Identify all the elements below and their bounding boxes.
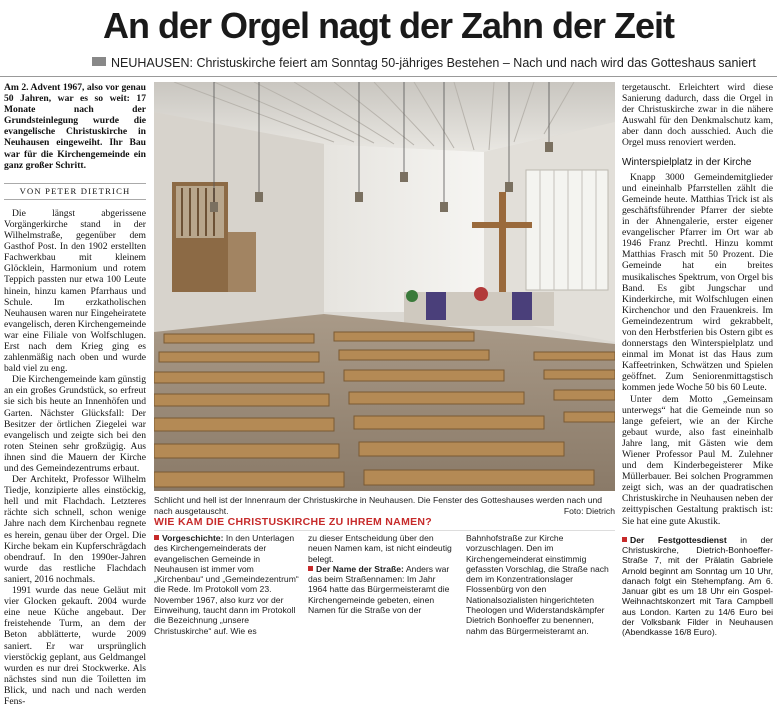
event-info-label: Der Festgottesdienst xyxy=(630,534,727,545)
subline-text: Christuskirche feiert am Sonntag 50-jähriges Bestehen – Nach und nach wird das Gotteshaus saniert xyxy=(196,56,756,70)
subline-marker xyxy=(92,57,106,66)
byline: VON PETER DIETRICH xyxy=(4,183,146,200)
info-label: Vorgeschichte: xyxy=(162,533,224,543)
top-rule xyxy=(0,76,777,77)
article-paragraph: Die Kirchengemeinde kam günstig an ein großes Grundstück, so erfreut sie sich bis heute an Innenhöfen und Garten. Nächster Glücksfall: Der Besitzer der örtlichen Ziegelei war evangelisch und zeigte sich bei den roten Steinen sehr großzügig. Aus ihnen sind die Mauern der Kirche und des Gemeindezentrums erbaut. xyxy=(4,374,147,474)
article-paragraph: Knapp 3000 Gemeindemitglieder und eineinhalb Pfarrstellen zählt die Gemeinde heute. Matthias Trick ist als geschäftsführender Pfarrer der siebte in der Ahnengalerie, erster eigener evangelischer Pfarrer im Ort war ab 1946 Franz Prechtl. Hinzu kommt Matthias Frasch mit 50 Prozent. Die Gemeinde hat ein breites musikalisches Spektrum, von Orgel bis Band. Es gibt Jungschar und Kinderkirche, mit Wolfschlugen einen Kirchenchor und den Frauenkreis. Im Gemeindezentrum wird gekrabbelt, von den Herbstferien bis Ostern gibt es donnerstags den Winterspielplatz und einmal im Monat ist das Haus zum Kaffeetrinken, Schwätzen und Spielen geöffnet. Zum Seniorenmittagstisch kommen jede Woche 50 bis 60 Leute. xyxy=(622,171,773,394)
section-subhead: Winterspielplatz in der Kirche xyxy=(622,156,752,168)
article-column-1 xyxy=(4,82,146,707)
subline-place: NEUHAUSEN: xyxy=(111,56,193,70)
info-text: zu dieser Entscheidung über den neuen Namen kam, ist nicht eindeutig belegt. xyxy=(308,533,452,564)
info-text: Anders war das beim Straßennamen: Im Jahr 1964 hatte das Bürgermeisteramt die Kirchengemeinde gebeten, einen Namen für die Straße von der xyxy=(308,563,450,616)
article-paragraph: Der Architekt, Professor Wilhelm Tiedje, konzipierte alles einstöckig, hell und mit Flachdach. Letzteres rächte sich schnell, schon wenige Jahre nach dem Kirchenbau regnete es herein, genau über der Orgel. Die Kirche bekam ein Kupferschrägdach obendrauf. In den 1990er-Jahren wurde das restliche Flachdach saniert, 2016 nochmals. xyxy=(4,474,146,585)
article-column-4 xyxy=(622,82,773,638)
info-box-column-1 xyxy=(154,533,300,636)
article-paragraph: Die längst abgerissene Vorgängerkirche stand in der Wilhelmstraße, gegenüber dem Gasthof Post. In den 1902 erstellten Fachwerkbau mit kleinem Glöcklein, Harmonium und rotem Teppich passten nur etwa 100 Leute hinein, hinzu kamen Pfarrhaus und Schule. Im erzkatholischen Neuhausen waren nur Eingeheiratete evangelisch, deren Kirchengemeinde war eine Filiale von Wolfschlugen. Erst nach dem Krieg ging es zahlenmäßig nach oben und wurde bald viel zu eng. xyxy=(4,207,146,375)
bullet-marker xyxy=(154,535,159,540)
info-text: In den Unterlagen des Kirchengemeinderats der evangelischen Gemeinde in Neuhausen ist immer vom „Kirchenbau“ und „Gemeindezentrum“ die Rede. Im Protokoll vom 23. November 1967, also kurz vor der Einweihung, taucht dann im Protokoll die Bezeichnung „unsere Christuskirche“ auf. Wie es xyxy=(154,533,299,636)
bullet-marker xyxy=(308,566,313,571)
photo-caption xyxy=(154,495,615,516)
article-paragraph: 1991 wurde das neue Geläut mit vier Glocken gekauft. 2004 wurde eine neue Küche angebaut. Der freistehende Turm, an dem der Beton abblätterte, wurde 2009 saniert. Er war ursprünglich vierstöckig geplant, aus Geldmangel wurden es nur drei Stockwerke. Als nächstes sind nun die Toiletten im Blick, und nach und nach werden Fens- xyxy=(4,585,146,707)
info-box-heading: WIE KAM DIE CHRISTUSKIRCHE ZU IHREM NAMEN? xyxy=(154,516,615,531)
article-paragraph: Unter dem Motto „Gemeinsam unterwegs“ hat die Gemeinde nun so lange gefeiert, wie an der Kirche gebaut wurde, also fast eineinhalb Jahre lang, mit Gästen wie dem Wiener Professor Paul M. Zulehner und dem Kinderbegeisterer Mike Müllerbauer. Bei solchen Programmen zeigt sich, was an der quadratischen Christuskirche in Neuhausen neben der zeittypischen Gestaltung praktisch ist: Sie hat eine gute Akustik. xyxy=(622,393,773,527)
article-lead: Am 2. Advent 1967, also vor genau 50 Jahren, war es so weit: 17 Monate nach der Grundsteinlegung wurde die evangelische Christuskirche in Neuhausen eingeweiht. Ihr Bau war für die Kirchengemeinde ein ganz großer Schritt. xyxy=(4,82,146,171)
info-box-column-3 xyxy=(466,533,612,636)
subline xyxy=(92,56,756,70)
info-text: Bahnhofstraße zur Kirche vorzuschlagen. Den im Kirchengemeinderat einstimmig gefassten Vorschlag, die Straße nach dem im Konzentrationslager Flossenbürg von den Nationalsozialisten hingerichteten Theologen und Widerstandskämpfer Dietrich Bonhoeffer zu benennen, nahm das Bürgermeisteramt an. xyxy=(466,533,609,636)
photo-credit: Foto: Dietrich xyxy=(563,505,615,516)
article-paragraph: tergetauscht. Erleichtert wird diese Sanierung dadurch, dass die Orgel in der Christuskirche zwar in die nähere Auswahl für den Denkmalschutz kam, aber dann doch ausschied. Auch die Orgel muss renoviert werden. xyxy=(622,82,773,149)
headline: An der Orgel nagt der Zahn der Zeit xyxy=(102,5,675,46)
bullet-marker xyxy=(622,537,627,542)
photo-caption-text: Schlicht und hell ist der Innenraum der Christuskirche in Neuhausen. Die Fenster des Gotteshauses werden nach und nach ausgetauscht. xyxy=(154,495,603,516)
info-box-column-2 xyxy=(308,533,454,615)
event-info-text: in der Christuskirche, Dietrich-Bonhoeffer-Straße 7, mit der Prälatin Gabriele Arnold beginnt am Sonntag um 10 Uhr, danach folgt ein Stehempfang. Am 6. Januar gibt es um 18 Uhr ein Gospel-Weihnachtskonzert mit Tara Campbell aus London. Karten zu 14/6 Euro bei der Volksbank Filder in Neuhausen (Abendkasse 16/8 Euro). xyxy=(622,534,774,638)
event-info xyxy=(622,535,773,638)
info-label: Der Name der Straße: xyxy=(316,563,404,574)
church-interior-photo xyxy=(154,82,615,491)
